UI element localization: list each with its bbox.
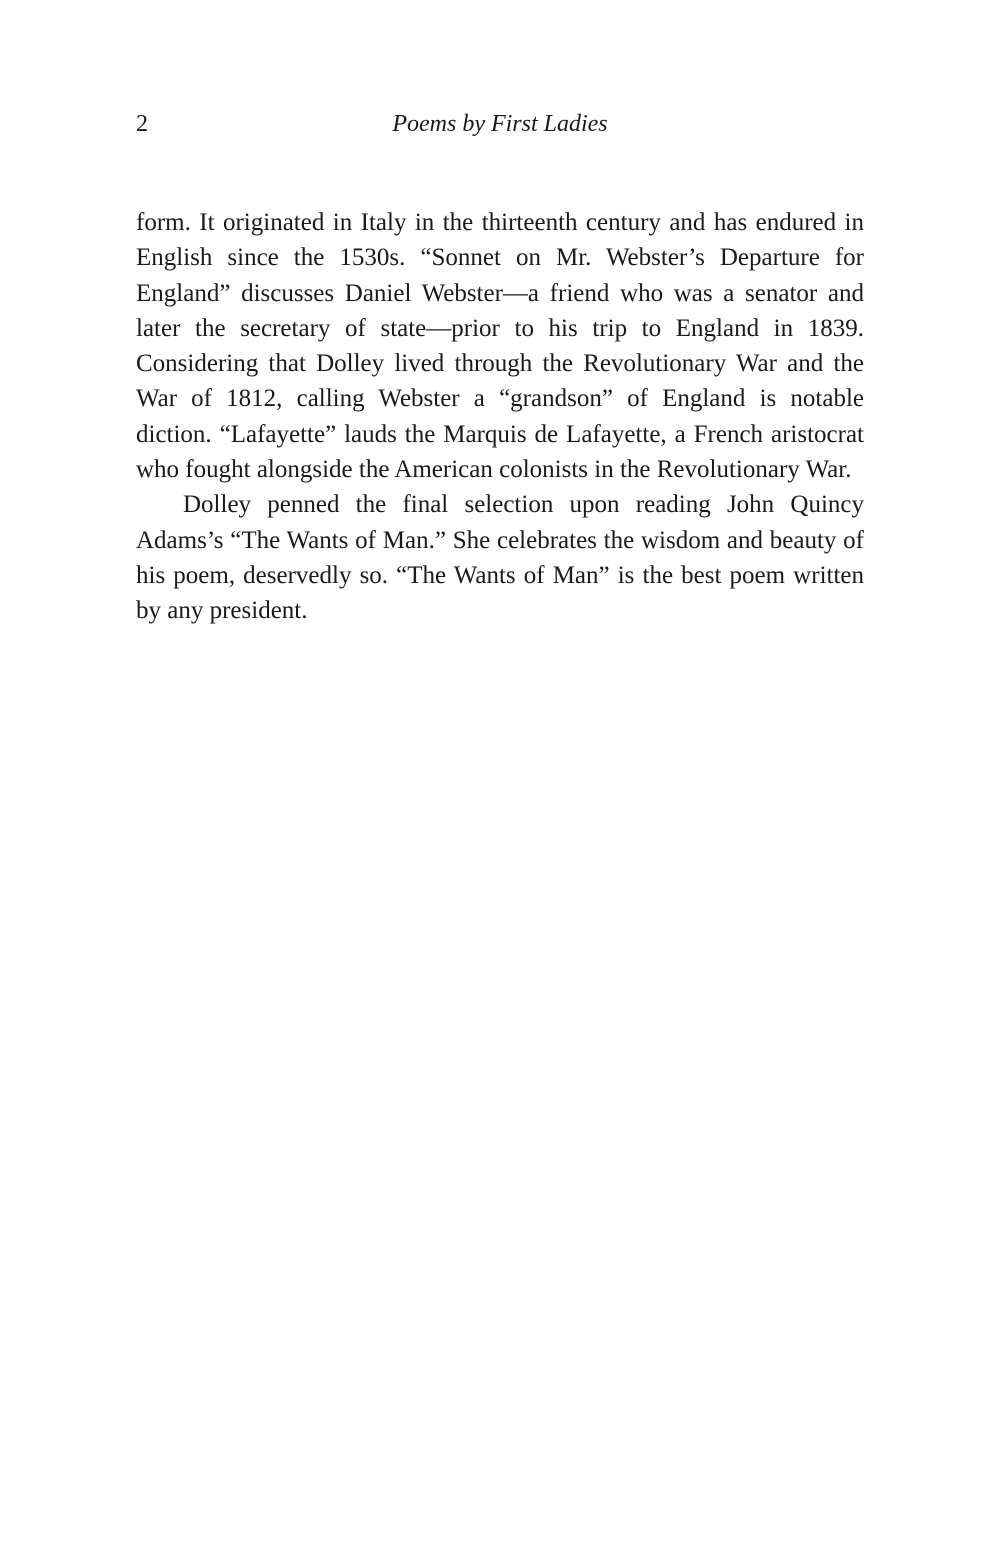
body-text xyxy=(136,205,864,629)
running-head xyxy=(0,106,1000,142)
page-number: 2 xyxy=(136,111,148,137)
running-title: Poems by First Ladies xyxy=(392,111,608,137)
paragraph-continuation: form. It originated in Italy in the thirteenth century and has endured in English since the 1530s. “Sonnet on Mr. Webster’s Departure for England” discusses Daniel Webster—a friend who was a senator and later the secretary of state—prior to his trip to England in 1839. Considering that Dolley lived through the Revolutionary War and the War of 1812, calling Webster a “grandson” of England is notable diction. “Lafayette” lauds the Marquis de Lafayette, a French aristocrat who fought alongside the American colonists in the Revolutionary War. xyxy=(136,209,864,484)
paragraph-final-selection: Dolley penned the final selection upon reading John Quincy Adams’s “The Wants of Man.” She celebrates the wisdom and beauty of his poem, deservedly so. “The Wants of Man” is the best poem written by any president. xyxy=(136,491,864,625)
